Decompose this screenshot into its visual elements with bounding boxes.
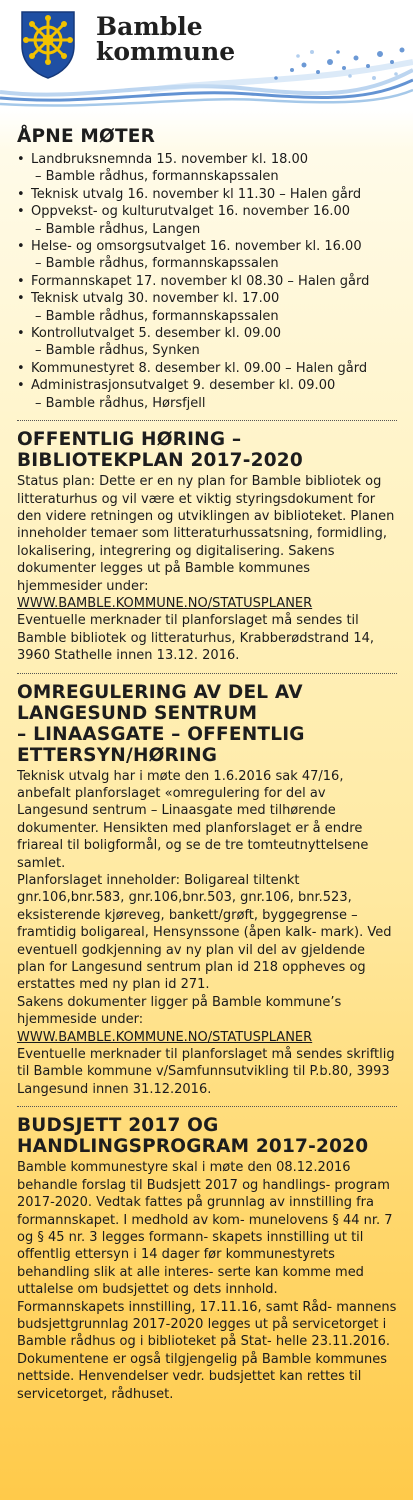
section-title-zoning <box>17 682 397 766</box>
meeting-item <box>17 186 397 203</box>
meeting-item-line1: Kontrollutvalget 5. desember kl. 09.00 <box>31 326 282 342</box>
brand-line-1: Bamble <box>96 12 203 41</box>
section-title-library-plan <box>17 429 397 471</box>
meeting-item-line1: Landbruksnemnda 15. november kl. 18.00 <box>31 152 309 167</box>
meeting-item-line1: Helse- og omsorgsutvalget 16. november kl. 16.00 <box>31 239 362 255</box>
meeting-item <box>17 238 397 273</box>
zoning-footer: Eventuelle merknader til planforslaget må sendes skriftlig til Bamble kommune v/Samfunnsutvikling til P.b.80, 3993 Langesund innen 31.12.2016. <box>17 1047 395 1097</box>
zoning-body-3: Sakens dokumenter ligger på Bamble kommune’s hjemmeside under: <box>17 994 342 1028</box>
decorative-wave-graphic <box>0 37 413 110</box>
meeting-item-line1: Oppvekst- og kulturutvalget 16. november 16.00 <box>31 204 351 220</box>
title-line: BIBLIOTEKPLAN 2017-2020 <box>17 450 303 472</box>
zoning-body-2: Planforslaget inneholder: Boligareal tiltenkt gnr.106,bnr.583, gnr.106,bnr.503, gnr.106, bnr.523, eksisterende kjøreveg, bankett/grøft, byggegrense – framtidig boligareal, Hensynssone (åpen kalk- mark). Ved eventuell godkjenning av ny plan vil del av gjeldende plan for Langesund sentrum plan id 218 oppheves og erstattes med ny plan id 271. <box>17 873 392 993</box>
title-line: LANGESUND SENTRUM <box>17 702 258 724</box>
meeting-item <box>17 290 397 325</box>
meeting-item-location: – Bamble rådhus, Langen <box>35 221 201 237</box>
meeting-item-line1: Formannskapet 17. november kl 08.30 – Halen gård <box>31 273 370 289</box>
meeting-item <box>17 325 397 360</box>
section-title-budget <box>17 1115 397 1157</box>
section-zoning <box>17 682 397 1099</box>
section-library-plan <box>17 429 397 664</box>
meeting-item-location: – Bamble rådhus, formannskapssalen <box>35 308 279 324</box>
meeting-item <box>17 203 397 238</box>
budget-body-1: Bamble kommunestyre skal i møte den 08.12.2016 behandle forslag til Budsjett 2017 og handlings- program 2017-2020. Vedtak fattes på grunnlag av innstilling fra formannskapet. I medhold av kom- munelovens § 44 nr. 7 og § 45 nr. 3 legges formann- skapets innstilling ut til offentlig ettersyn i 14 dager før kommunestyrets behandling slik at alle interes- serte kan komme med uttalelse om budsjettet og dets innhold. <box>17 1160 393 1298</box>
meeting-item-line1: Teknisk utvalg 30. november kl. 17.00 <box>31 291 280 307</box>
title-line: – LINAASGATE – OFFENTLIG <box>17 723 305 745</box>
meeting-item-location: – Bamble rådhus, Hørsfjell <box>35 395 206 411</box>
meeting-item <box>17 377 397 412</box>
section-title-open-meetings: ÅPNE MØTER <box>17 126 156 147</box>
section-divider <box>17 420 397 421</box>
meeting-item <box>17 360 397 377</box>
title-line: HANDLINGSPROGRAM 2017-2020 <box>17 1136 369 1158</box>
library-body: Status plan: Dette er en ny plan for Bamble bibliotek og litteraturhus og vil være et viktig styringsdokument for den videre retningen og utviklingen av biblioteket. Planen inneholder temaer som litteraturhussatsning, formidling, lokalisering, integrering og digitalisering. Sakens dokumenter legges ut på Bamble kommunes hjemmesider under: <box>17 474 395 594</box>
title-line: ETTERSYN/HØRING <box>17 744 218 766</box>
meeting-item-location: – Bamble rådhus, formannskapssalen <box>35 169 279 185</box>
meeting-list <box>17 151 397 412</box>
zoning-body-1: Teknisk utvalg har i møte den 1.6.2016 sak 47/16, anbefalt planforslaget «omregulering for del av Langesund sentrum – Linaasgate med tilhørende dokumenter. Hensikten med planforslaget er å endre friareal til boligformål, og se de tre tomteutnyttelsene samlet. <box>17 768 369 871</box>
section-open-meetings <box>17 126 397 412</box>
meeting-item-location: – Bamble rådhus, Synken <box>35 343 200 359</box>
statusplaner-link[interactable]: WWW.BAMBLE.KOMMUNE.NO/STATUSPLANER <box>17 595 313 611</box>
title-line: BUDSJETT 2017 OG <box>17 1115 219 1137</box>
meeting-item-line1: Kommunestyret 8. desember kl. 09.00 – Halen gård <box>31 360 368 376</box>
title-line: OFFENTLIG HØRING – <box>17 429 242 451</box>
notice-content <box>17 126 397 1403</box>
section-divider <box>17 673 397 674</box>
library-footer: Eventuelle merknader til planforslaget må sendes til Bamble bibliotek og litteraturhus, Krabberødstrand 14, 3960 Stathelle innen 13.12. 2016. <box>17 613 374 664</box>
statusplaner-link[interactable]: WWW.BAMBLE.KOMMUNE.NO/STATUSPLANER <box>17 1029 313 1045</box>
page-header <box>0 0 413 110</box>
budget-body-2: Formannskapets innstilling, 17.11.16, samt Råd- mannens budsjettgrunnlag 2017-2020 legges ut på servicetorget i Bamble rådhus og i biblioteket på Stat- helle 23.11.2016. Dokumentene er også tilgjengelig på Bamble kommunes nettside. Henvendelser vedr. budsjettet kan rettes til servicetorget, rådhuset. <box>17 1299 397 1402</box>
meeting-item-location: – Bamble rådhus, formannskapssalen <box>35 256 279 272</box>
meeting-item <box>17 151 397 186</box>
meeting-item-line1: Administrasjonsutvalget 9. desember kl. 09.00 <box>31 378 336 394</box>
meeting-item-line1: Teknisk utvalg 16. november kl 11.30 – Halen gård <box>31 186 362 202</box>
section-budget <box>17 1115 397 1403</box>
title-line: OMREGULERING AV DEL AV <box>17 681 303 703</box>
meeting-item <box>17 273 397 290</box>
section-divider <box>17 1106 397 1107</box>
brand-line-2: kommune <box>96 37 236 66</box>
